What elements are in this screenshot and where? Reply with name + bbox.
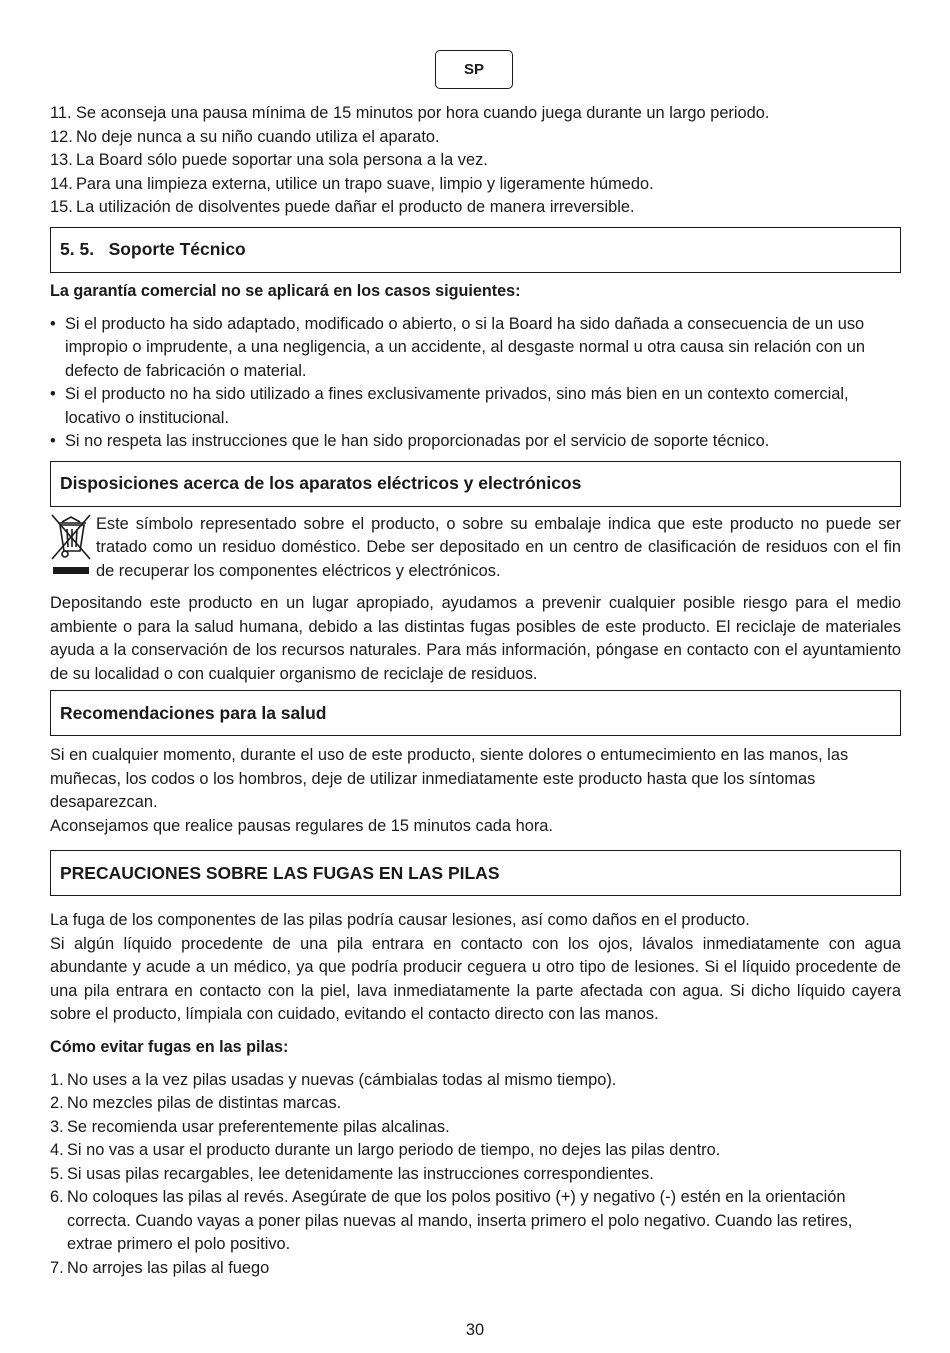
weee-symbol-block — [50, 513, 901, 584]
list-item: • Si el producto no ha sido utilizado a fines exclusivamente privados, sino más bien en un contexto comercial, locativo o institucional. — [50, 385, 849, 427]
section-heading-battery: PRECAUCIONES SOBRE LAS FUGAS EN LAS PILAS — [50, 850, 901, 896]
battery-howto-title: Cómo evitar fugas en las pilas: — [50, 1037, 289, 1056]
section-heading-support: 5. 5. Soporte Técnico — [50, 227, 901, 273]
warranty-intro: La garantía comercial no se aplicará en los casos siguientes: — [50, 281, 521, 300]
list-item: 5. Si usas pilas recargables, lee detenidamente las instrucciones correspondientes. — [50, 1164, 654, 1183]
top-numbered-list — [50, 102, 901, 220]
page-content — [50, 102, 901, 1280]
health-body: Si en cualquier momento, durante el uso de este producto, siente dolores o entumecimiento en las manos, las muñecas, los codos o los hombros, deje de utilizar inmediatamente este producto hasta que los síntomas desaparezcan. — [50, 746, 849, 811]
list-item: 4. Si no vas a usar el producto durante un largo periodo de tiempo, no dejes las pilas dentro. — [50, 1141, 721, 1159]
list-item: 11. Se aconseja una pausa mínima de 15 minutos por hora cuando juega durante un largo periodo. — [50, 104, 770, 122]
list-item: 1. No uses a la vez pilas usadas y nuevas (cámbialas todas al mismo tiempo). — [50, 1070, 617, 1089]
warranty-exclusions-list — [50, 313, 901, 454]
list-item: 6. No coloques las pilas al revés. Asegúrate de que los polos positivo (+) y negativo (-) estén en la orientación correcta. Cuando vayas a poner pilas nuevas al mando, inserta primero el polo negativo. Cuando las retires, extrae primero el polo positivo. — [50, 1188, 853, 1253]
list-item: 12. No deje nunca a su niño cuando utiliza el aparato. — [50, 127, 440, 146]
battery-line-1: La fuga de los componentes de las pilas podría causar lesiones, así como daños en el producto. — [50, 911, 750, 929]
weee-symbol-text: Este símbolo representado sobre el producto, o sobre su embalaje indica que este producto no puede ser tratado como un residuo doméstico. Debe ser depositado en un centro de clasificación de residuos con el fin de recuperar los componentes eléctricos y electrónicos. — [96, 514, 901, 580]
crossed-out-bin-icon — [50, 513, 96, 584]
list-item: 3. Se recomienda usar preferentemente pilas alcalinas. — [50, 1117, 450, 1136]
list-item: • Si no respeta las instrucciones que le han sido proporcionadas por el servicio de soporte técnico. — [50, 432, 770, 450]
health-advice: Aconsejamos que realice pausas regulares de 15 minutos cada hora. — [50, 816, 553, 835]
page-number: 30 — [465, 1321, 485, 1339]
list-item: 2. No mezcles pilas de distintas marcas. — [50, 1094, 342, 1112]
list-item: 7. No arrojes las pilas al fuego — [50, 1258, 270, 1277]
language-badge: SP — [435, 50, 513, 89]
weee-body: Depositando este producto en un lugar apropiado, ayudamos a prevenir cualquier posible riesgo para el medio ambiente o para la salud humana, debido a las distintas fugas posibles de este producto. El reciclaje de materiales ayuda a la conservación de los recursos naturales. Para más información, póngase en contacto con el ayuntamiento de su localidad o con cualquier organismo de reciclaje de residuos. — [50, 594, 901, 683]
section-heading-weee: Disposiciones acerca de los aparatos eléctricos y electrónicos — [50, 461, 901, 507]
list-item: 13. La Board sólo puede soportar una sola persona a la vez. — [50, 151, 488, 169]
list-item: • Si el producto ha sido adaptado, modificado o abierto, o si la Board ha sido dañada a consecuencia de un uso impropio o imprudente, a una negligencia, a un accidente, al desgaste normal u otra causa sin relación con un defecto de fabricación o material. — [50, 314, 865, 380]
list-item: 15. La utilización de disolventes puede dañar el producto de manera irreversible. — [50, 198, 635, 216]
section-heading-health: Recomendaciones para la salud — [50, 690, 901, 736]
battery-line-2: Si algún líquido procedente de una pila entrara en contacto con los ojos, lávalos inmediatamente con agua abundante y acude a un médico, ya que podría producir ceguera u otro tipo de lesiones. Si el líquido procedente de una pila entrara en contacto con la piel, lava inmediatamente la parte afectada con agua. Si dicho líquido cayera sobre el producto, límpiala con cuidado, evitando el contacto directo con las manos. — [50, 934, 901, 1023]
list-item: 14. Para una limpieza externa, utilice un trapo suave, limpio y ligeramente húmedo. — [50, 174, 654, 193]
battery-steps-list — [50, 1069, 901, 1281]
